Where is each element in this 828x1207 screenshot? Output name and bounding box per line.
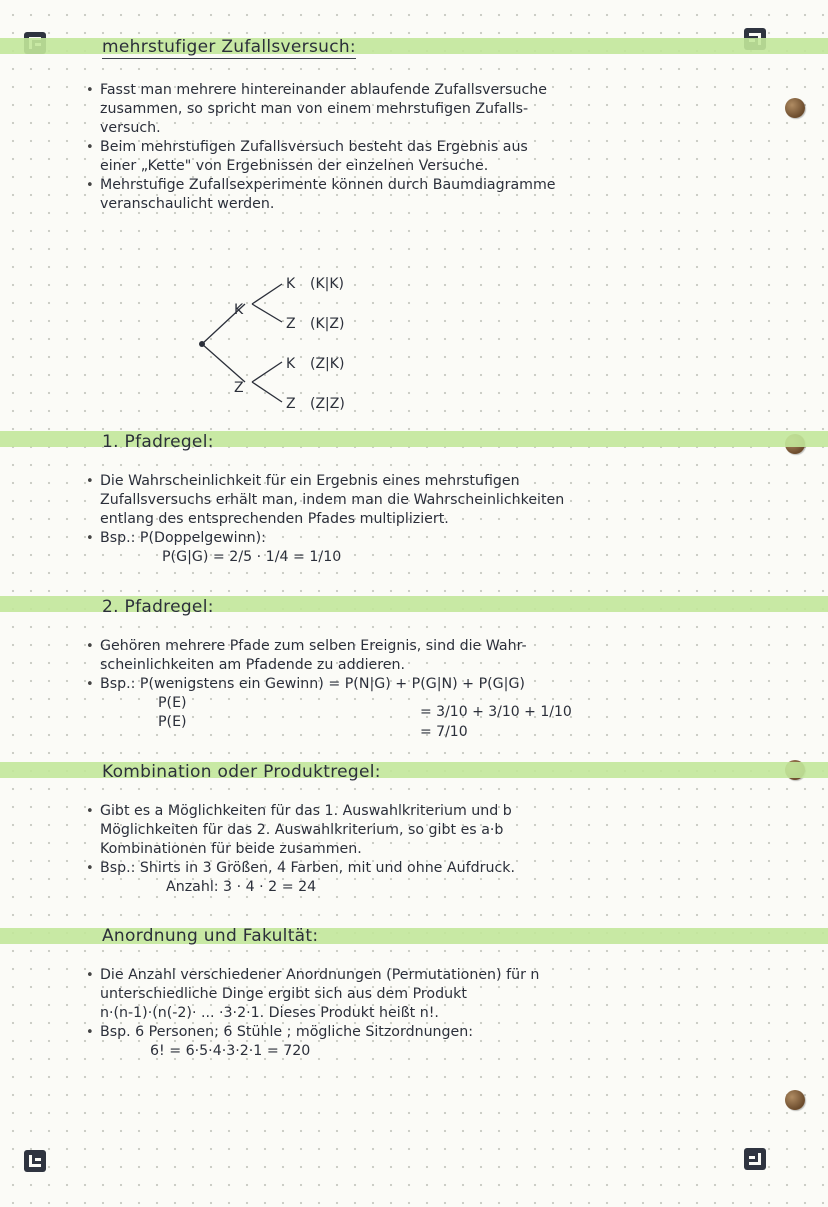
text-line: • Gibt es a Möglichkeiten für das 1. Auswahlkriterium und b bbox=[86, 802, 766, 821]
text-line: • Die Wahrscheinlichkeit für ein Ergebnis eines mehrstufigen bbox=[86, 472, 766, 491]
tree-node-label: K bbox=[234, 302, 244, 318]
section-title-fakultaet: Anordnung und Fakultät: bbox=[102, 926, 319, 946]
tree-outcome-label: (K|K) bbox=[310, 276, 345, 292]
text-line: Kombinationen für beide zusammen. bbox=[100, 841, 362, 857]
tree-outcome-label: (K|Z) bbox=[310, 316, 345, 332]
text-line: • Die Anzahl verschiedener Anordnungen (Permutationen) für n bbox=[86, 966, 766, 985]
tree-outcome-label: (Z|Z) bbox=[310, 396, 345, 412]
binder-hole-icon bbox=[785, 1090, 805, 1110]
text-line: zusammen, so spricht man von einem mehrstufigen Zufalls- bbox=[100, 101, 529, 117]
text-line: scheinlichkeiten am Pfadende zu addieren. bbox=[100, 657, 406, 673]
corner-marker-bottom-left-icon bbox=[24, 1150, 46, 1172]
text-line: P(E) bbox=[158, 695, 187, 711]
tree-outcome-label: (Z|K) bbox=[310, 356, 345, 372]
tree-branch bbox=[252, 382, 282, 402]
text-line: Möglichkeiten für das 2. Auswahlkriterium, so gibt es a·b bbox=[100, 822, 504, 838]
binder-hole-icon bbox=[785, 98, 805, 118]
formula-line: P(G|G) = 2/5 · 1/4 = 1/10 bbox=[162, 549, 342, 565]
section-title-mehrstufig: mehrstufiger Zufallsversuch: bbox=[102, 37, 356, 57]
text-line: • Fasst man mehrere hintereinander ablaufende Zufallsversuche bbox=[86, 81, 766, 100]
section-title-produkt: Kombination oder Produktregel: bbox=[102, 762, 381, 782]
formula-line: 6! = 6·5·4·3·2·1 = 720 bbox=[150, 1043, 311, 1059]
corner-marker-bottom-right-icon bbox=[744, 1148, 766, 1170]
tree-node-label: Z bbox=[286, 396, 296, 412]
tree-branch bbox=[252, 362, 282, 382]
text-line: versuch. bbox=[100, 120, 161, 136]
tree-diagram bbox=[190, 262, 430, 422]
section-body-fakultaet bbox=[86, 966, 766, 1061]
text-line: • Mehrstufige Zufallsexperimente können durch Baumdiagramme bbox=[86, 176, 766, 195]
tree-node-label: K bbox=[286, 356, 296, 372]
text-line: • Gehören mehrere Pfade zum selben Ereignis, sind die Wahr- bbox=[86, 637, 766, 656]
text-line: einer „Kette" von Ergebnissen der einzelnen Versuche. bbox=[100, 158, 489, 174]
text-line: veranschaulicht werden. bbox=[100, 196, 275, 212]
section-title-pfad1: 1. Pfadregel: bbox=[102, 432, 214, 452]
tree-node-label: Z bbox=[286, 316, 296, 332]
text-line: n·(n-1)·(n(-2)· ... ·3·2·1. Dieses Produkt heißt n!. bbox=[100, 1005, 439, 1021]
section-title-pfad2: 2. Pfadregel: bbox=[102, 597, 214, 617]
text-line: entlang des entsprechenden Pfades multipliziert. bbox=[100, 511, 449, 527]
text-line: unterschiedliche Dinge ergibt sich aus dem Produkt bbox=[100, 986, 467, 1002]
tree-branch bbox=[252, 304, 282, 322]
tree-branch bbox=[252, 284, 282, 304]
text-line: • Bsp.: Shirts in 3 Größen, 4 Farben, mit und ohne Aufdruck. bbox=[86, 859, 766, 878]
section-body-pfad1 bbox=[86, 472, 766, 567]
text-line: • Bsp.: P(Doppelgewinn): bbox=[86, 529, 766, 548]
tree-branch bbox=[202, 344, 245, 382]
text-line: P(E) bbox=[158, 714, 187, 730]
text-line: • Beim mehrstufigen Zufallsversuch besteht das Ergebnis aus bbox=[86, 138, 766, 157]
formula-line: Anzahl: 3 · 4 · 2 = 24 bbox=[166, 879, 317, 895]
result-formula: = 7/10 bbox=[420, 724, 468, 740]
tree-node-label: K bbox=[286, 276, 296, 292]
sum-formula: = 3/10 + 3/10 + 1/10 bbox=[420, 704, 572, 720]
section-body-produkt bbox=[86, 802, 766, 897]
section-body-mehrstufig bbox=[86, 81, 766, 214]
text-line: Zufallsversuchs erhält man, indem man die Wahrscheinlichkeiten bbox=[100, 492, 565, 508]
tree-node-label: Z bbox=[234, 380, 244, 396]
text-line: • Bsp.: P(wenigstens ein Gewinn) = P(N|G) + P(G|N) + P(G|G) bbox=[86, 675, 766, 694]
text-line: • Bsp. 6 Personen; 6 Stühle ; mögliche Sitzordnungen: bbox=[86, 1023, 766, 1042]
